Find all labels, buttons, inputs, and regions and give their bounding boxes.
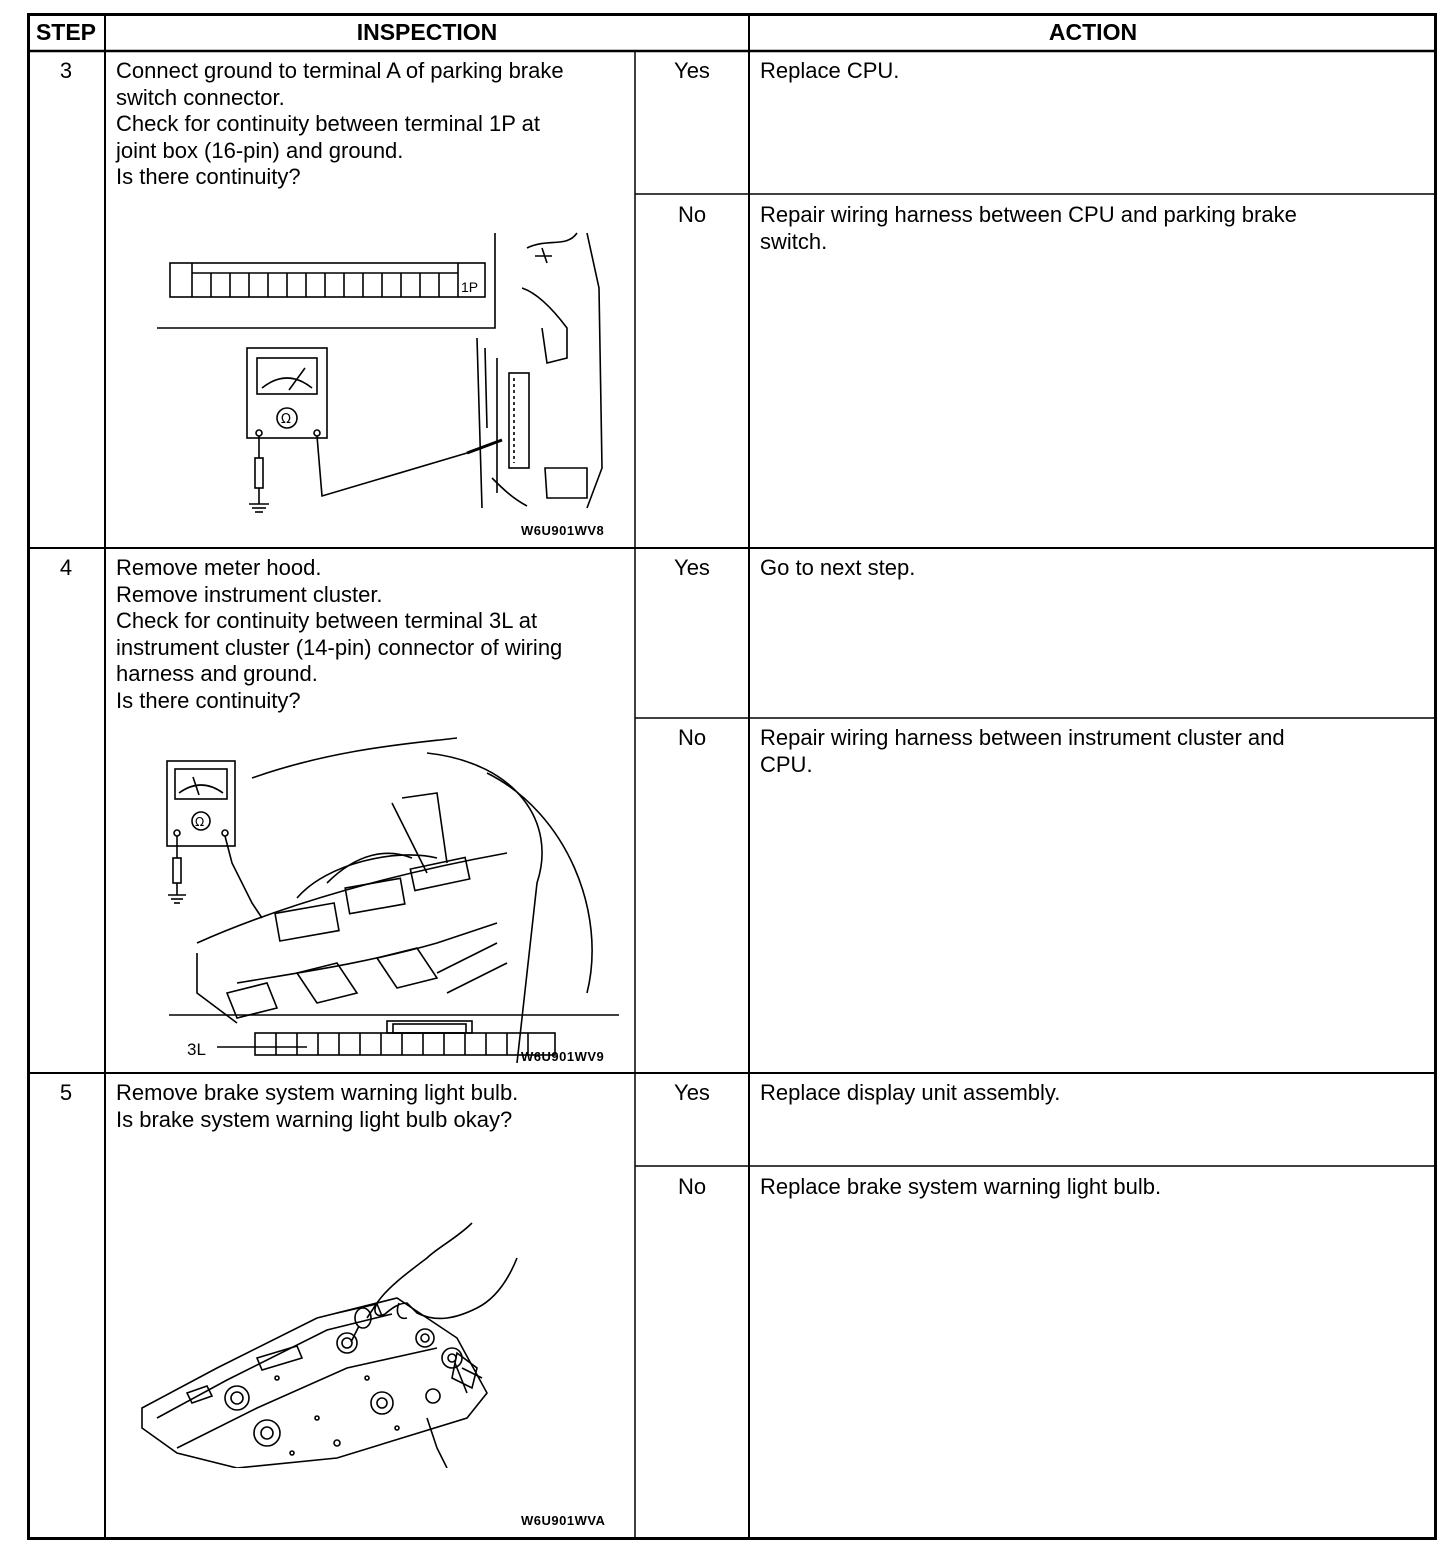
- figure-code: W6U901WV8: [521, 523, 605, 538]
- no-label: No: [677, 202, 707, 227]
- warning-bulb-removal-figure: [137, 1218, 617, 1468]
- step-number: 3: [59, 58, 73, 83]
- joint-box-continuity-figure: [147, 228, 607, 518]
- svg-text:Ω: Ω: [195, 815, 205, 829]
- action-text: [760, 58, 899, 85]
- inspection-line: Check for continuity between terminal 3L at: [116, 608, 538, 633]
- action-line: Repair wiring harness between instrument cluster and: [760, 725, 1285, 750]
- inspection-line: Is there continuity?: [116, 687, 301, 713]
- inspection-line: Is brake system warning light bulb okay?: [116, 1106, 513, 1132]
- inspection-text: [116, 555, 562, 714]
- ground-icon: [168, 895, 186, 903]
- hand-icon: [367, 1223, 517, 1318]
- action-text: [760, 1174, 1161, 1201]
- ohmmeter-icon: [247, 348, 327, 438]
- yes-label: Yes: [674, 58, 710, 83]
- header-inspection: INSPECTION: [356, 19, 498, 45]
- action-line: Replace brake system warning light bulb.: [760, 1174, 1162, 1199]
- terminal-label: 1P: [461, 279, 479, 295]
- action-line: switch.: [760, 228, 828, 254]
- inspection-line: Remove meter hood.: [116, 555, 322, 580]
- joint-box-connector-icon: [170, 263, 485, 297]
- figure-code: W6U901WV9: [521, 1049, 605, 1064]
- action-line: Go to next step.: [760, 555, 916, 580]
- cluster-connector-icon: [255, 1021, 555, 1055]
- instrument-cluster-continuity-figure: [137, 733, 627, 1063]
- action-text: [760, 1080, 1060, 1107]
- diagnostic-table: [27, 13, 1437, 1540]
- inspection-line: Remove instrument cluster.: [116, 581, 383, 607]
- inspection-text: [116, 58, 564, 191]
- ohmmeter-icon: [167, 761, 235, 846]
- yes-label: Yes: [674, 1080, 710, 1105]
- inspection-line: Check for continuity between terminal 1P at: [116, 111, 540, 136]
- inspection-line: joint box (16-pin) and ground.: [116, 137, 404, 163]
- action-text: [760, 202, 1297, 255]
- terminal-label: 3L: [187, 1040, 206, 1059]
- inspection-line: Is there continuity?: [116, 164, 301, 189]
- ground-icon: [249, 504, 269, 512]
- header-action: ACTION: [1048, 19, 1138, 45]
- svg-text:Ω: Ω: [281, 412, 291, 427]
- action-line: CPU.: [760, 751, 813, 777]
- inspection-line: harness and ground.: [116, 661, 318, 686]
- step-number: 4: [59, 555, 73, 580]
- step-number: 5: [59, 1080, 73, 1105]
- inspection-line: Connect ground to terminal A of parking brake: [116, 58, 564, 83]
- header-step: STEP: [35, 19, 97, 45]
- action-line: Repair wiring harness between CPU and parking brake: [760, 202, 1297, 227]
- action-text: [760, 555, 915, 582]
- action-text: [760, 725, 1285, 778]
- action-line: Replace CPU.: [760, 58, 900, 83]
- inspection-text: [116, 1080, 518, 1133]
- no-label: No: [677, 725, 707, 750]
- no-label: No: [677, 1174, 707, 1199]
- yes-label: Yes: [674, 555, 710, 580]
- inspection-line: switch connector.: [116, 84, 285, 110]
- figure-code: W6U901WVA: [521, 1513, 606, 1528]
- inspection-line: instrument cluster (14-pin) connector of wiring: [116, 634, 563, 660]
- inspection-line: Remove brake system warning light bulb.: [116, 1080, 519, 1105]
- action-line: Replace display unit assembly.: [760, 1080, 1061, 1105]
